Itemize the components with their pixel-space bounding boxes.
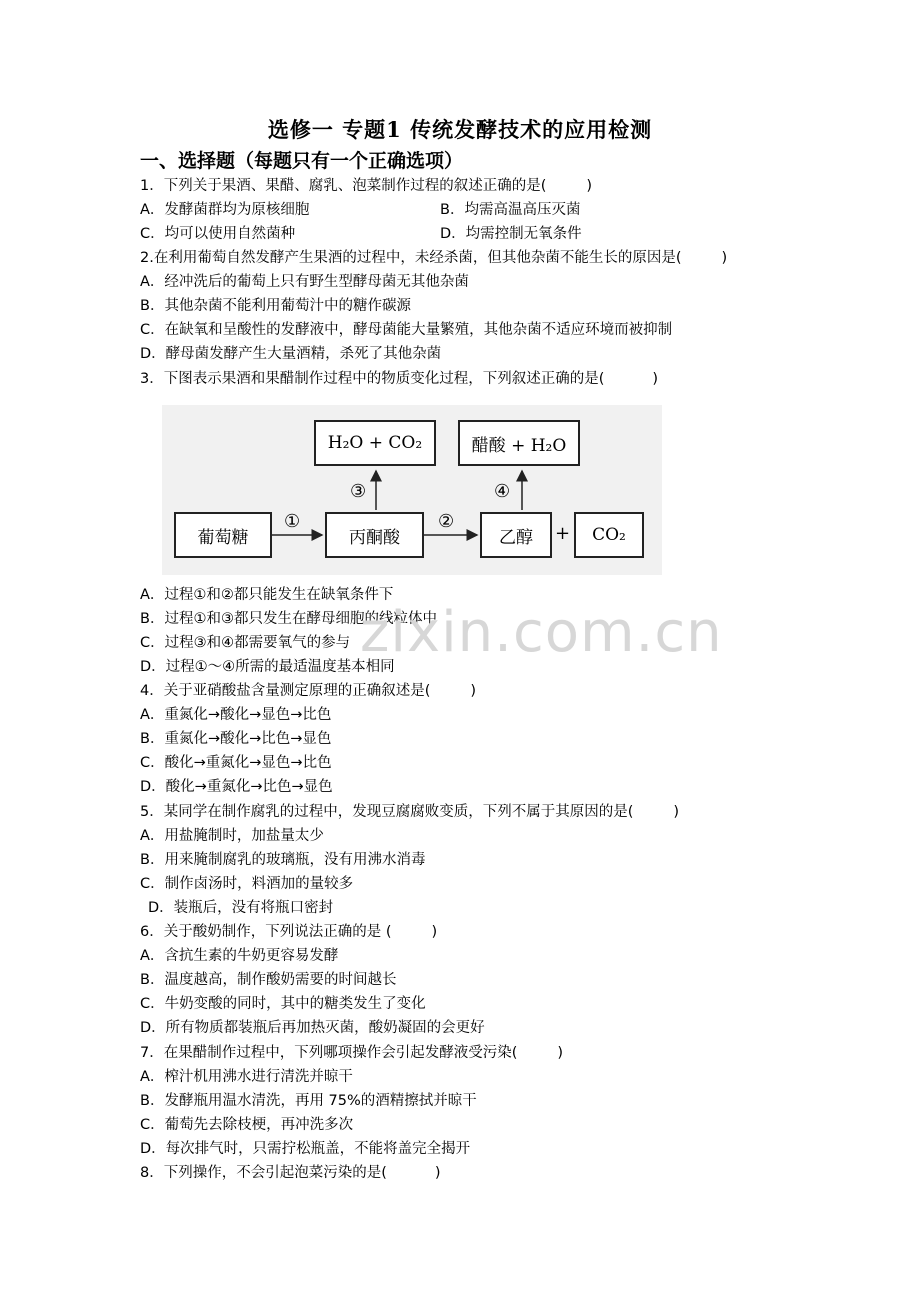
step-4-label: ④ <box>494 481 511 502</box>
watermark: zixin.com.cn <box>360 600 723 665</box>
question-7-option-b: B．发酵瓶用温水清洗，再用 75%的酒精擦拭并晾干 <box>140 1093 477 1109</box>
question-2-option-d: D．酵母菌发酵产生大量酒精，杀死了其他杂菌 <box>140 346 442 362</box>
question-6-stem: 6．关于酸奶制作，下列说法正确的是 ( ) <box>140 924 438 940</box>
question-1-option-a: A．发酵菌群均为原核细胞 <box>140 202 310 218</box>
question-3-stem: 3．下图表示果酒和果醋制作过程中的物质变化过程，下列叙述正确的是( ) <box>140 371 659 387</box>
question-4-option-b: B．重氮化→酸化→比色→显色 <box>140 731 332 747</box>
step-3-label: ③ <box>350 481 367 502</box>
question-4-option-a: A．重氮化→酸化→显色→比色 <box>140 707 332 723</box>
question-4-option-d: D．酸化→重氮化→比色→显色 <box>140 779 333 795</box>
question-3-option-d: D．过程①～④所需的最适温度基本相同 <box>140 659 395 675</box>
question-5-option-b: B．用来腌制腐乳的玻璃瓶，没有用沸水消毒 <box>140 852 426 868</box>
glucose-box: 葡萄糖 <box>174 512 272 558</box>
question-1-option-c: C．均可以使用自然菌种 <box>140 226 296 242</box>
question-7-stem: 7．在果醋制作过程中，下列哪项操作会引起发酵液受污染( ) <box>140 1045 564 1061</box>
fermentation-diagram <box>162 405 662 575</box>
question-2-stem: 2.在利用葡萄自然发酵产生果酒的过程中，未经杀菌，但其他杂菌不能生长的原因是( ) <box>140 250 728 266</box>
question-1-option-b: B．均需高温高压灭菌 <box>440 202 581 218</box>
question-7-option-c: C．葡萄先去除枝梗，再冲洗多次 <box>140 1117 354 1133</box>
question-6-option-c: C．牛奶变酸的同时，其中的糖类发生了变化 <box>140 996 426 1012</box>
page-title: 选修一 专题1 传统发酵技术的应用检测 <box>267 117 653 142</box>
question-7-option-a: A．榨汁机用沸水进行清洗并晾干 <box>140 1069 353 1085</box>
h2o-co2-box: H₂O + CO₂ <box>314 420 436 466</box>
question-2-option-a: A．经冲洗后的葡萄上只有野生型酵母菌无其他杂菌 <box>140 274 469 290</box>
question-1-option-d: D．均需控制无氧条件 <box>440 226 582 242</box>
question-7-option-d: D．每次排气时，只需拧松瓶盖，不能将盖完全揭开 <box>140 1141 471 1157</box>
acetic-acid-box: 醋酸 + H₂O <box>458 420 580 466</box>
question-6-option-b: B．温度越高，制作酸奶需要的时间越长 <box>140 972 397 988</box>
question-5-option-a: A．用盐腌制时，加盐量太少 <box>140 828 324 844</box>
question-5-option-d: D．装瓶后，没有将瓶口密封 <box>148 900 334 916</box>
question-4-option-c: C．酸化→重氮化→显色→比色 <box>140 755 332 771</box>
question-6-option-d: D．所有物质都装瓶后再加热灭菌，酸奶凝固的会更好 <box>140 1020 485 1036</box>
question-2-option-b: B．其他杂菌不能利用葡萄汁中的糖作碳源 <box>140 298 411 314</box>
question-3-option-b: B．过程①和③都只发生在酵母细胞的线粒体中 <box>140 611 437 627</box>
section-heading: 一、选择题（每题只有一个正确选项） <box>140 150 464 172</box>
step-1-label: ① <box>284 511 301 532</box>
pyruvate-box: 丙酮酸 <box>325 512 424 558</box>
step-2-label: ② <box>438 511 455 532</box>
plus-sign: + <box>555 523 571 544</box>
question-6-option-a: A．含抗生素的牛奶更容易发酵 <box>140 948 339 964</box>
question-1-stem: 1．下列关于果酒、果醋、腐乳、泡菜制作过程的叙述正确的是( ) <box>140 178 593 194</box>
question-5-stem: 5．某同学在制作腐乳的过程中，发现豆腐腐败变质，下列不属于其原因的是( ) <box>140 804 680 820</box>
question-2-option-c: C．在缺氧和呈酸性的发酵液中，酵母菌能大量繁殖，其他杂菌不适应环境而被抑制 <box>140 322 673 338</box>
question-8-stem: 8．下列操作，不会引起泡菜污染的是( ) <box>140 1165 441 1181</box>
ethanol-box: 乙醇 <box>480 512 552 558</box>
question-4-stem: 4．关于亚硝酸盐含量测定原理的正确叙述是( ) <box>140 683 477 699</box>
question-3-option-c: C．过程③和④都需要氧气的参与 <box>140 635 351 651</box>
question-3-option-a: A．过程①和②都只能发生在缺氧条件下 <box>140 587 394 603</box>
co2-box: CO₂ <box>574 512 644 558</box>
question-5-option-c: C．制作卤汤时，料酒加的量较多 <box>140 876 354 892</box>
